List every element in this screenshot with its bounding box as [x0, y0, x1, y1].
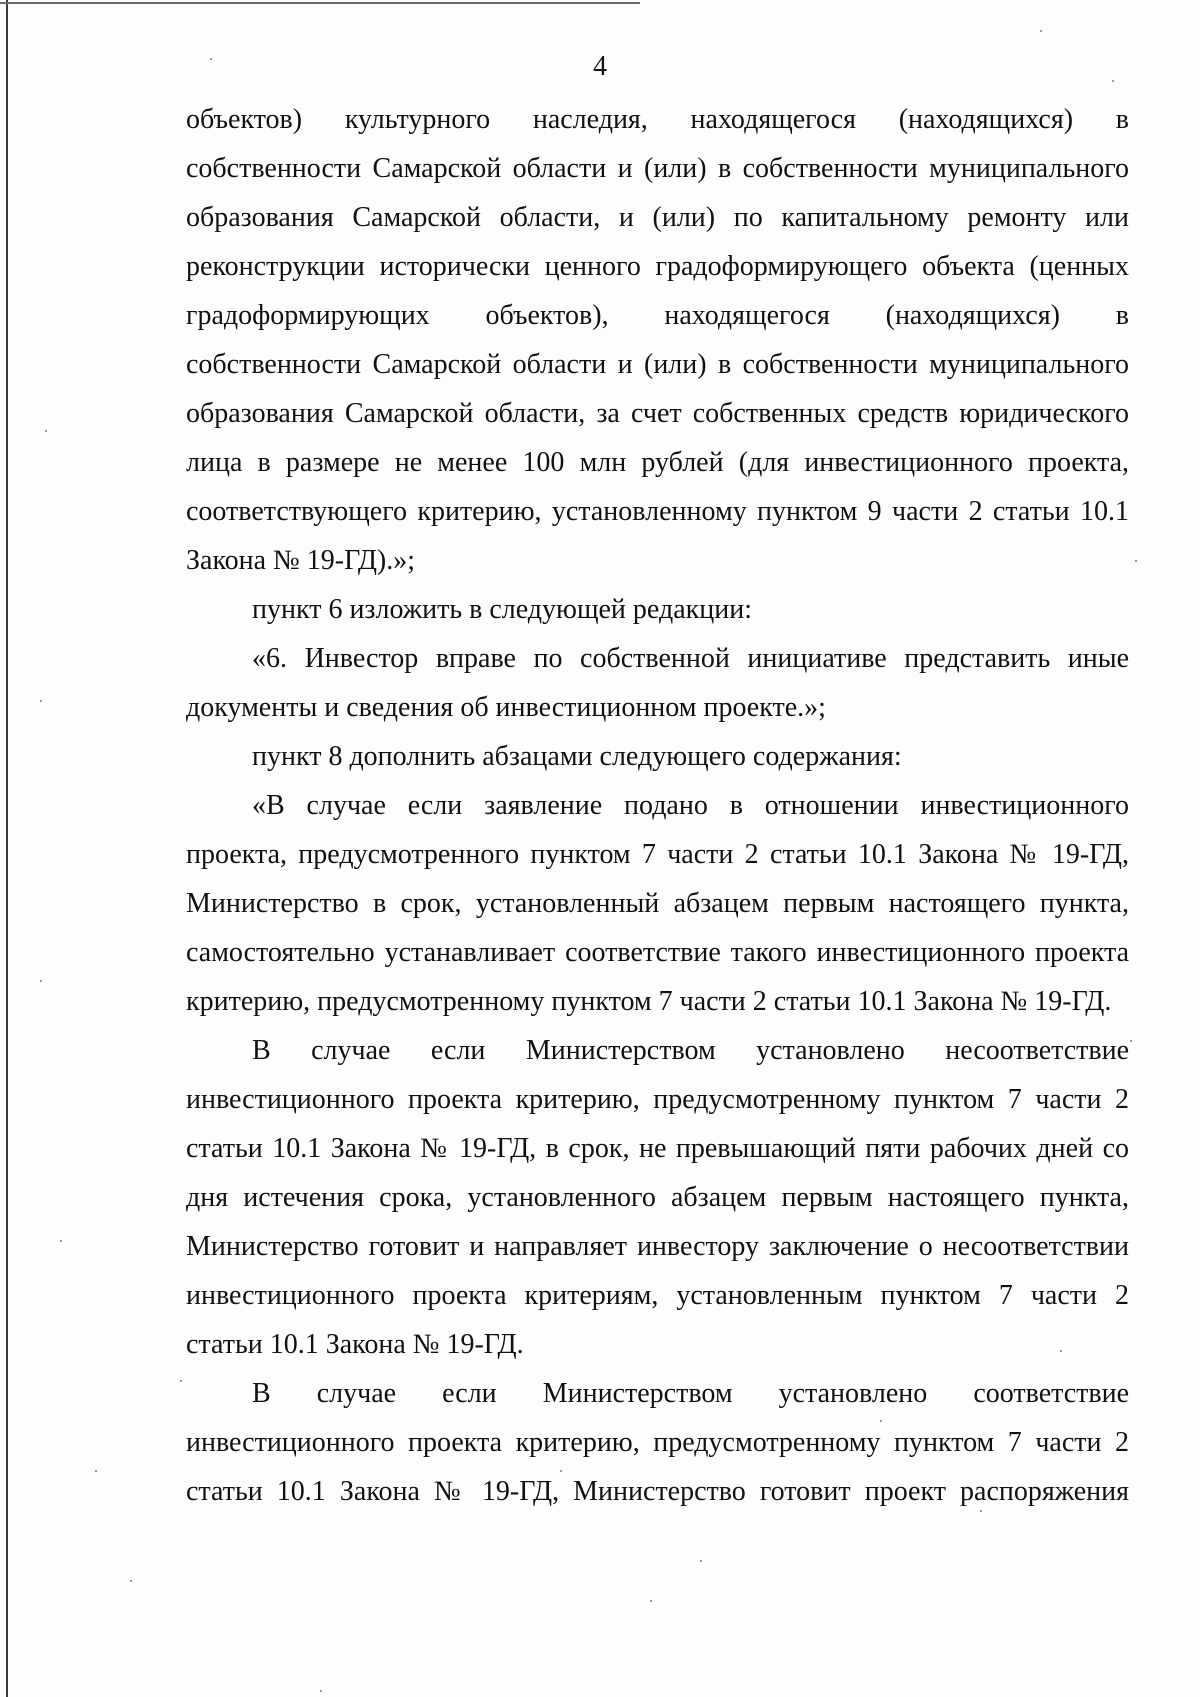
text-line: документы и сведения об инвестиционном проекте.»; [186, 692, 826, 723]
text-line: образования Самарской области, и (или) по капитальному ремонту или [186, 202, 1129, 233]
text-line: собственности Самарской области и (или) в собственности муниципального [186, 153, 1129, 184]
text-line: статьи 10.1 Закона № 19-ГД, в срок, не превышающий пяти рабочих дней со [186, 1133, 1129, 1164]
scan-speck [95, 1470, 97, 1472]
scan-top-edge [0, 2, 640, 4]
text-line: «6. Инвестор вправе по собственной инициативе представить иные [252, 643, 1129, 674]
document-body [186, 95, 1129, 1516]
text-line: дня истечения срока, установленного абзацем первым настоящего пункта, [186, 1182, 1129, 1213]
text-line: В случае если Министерством установлено соответствие [252, 1378, 1129, 1409]
scan-left-edge [6, 0, 8, 1697]
scan-speck [700, 1560, 702, 1562]
scan-speck [210, 58, 212, 60]
text-line: градоформирующих объектов), находящегося (находящихся) в [186, 300, 1129, 331]
text-line: объектов) культурного наследия, находящегося (находящихся) в [186, 104, 1129, 135]
scan-speck [60, 1240, 62, 1242]
scan-speck [1040, 30, 1042, 32]
paragraph [186, 1369, 1129, 1516]
scan-speck [1130, 1040, 1132, 1042]
scan-speck [560, 1470, 562, 1472]
text-line: «В случае если заявление подано в отношении инвестиционного [252, 790, 1129, 821]
text-line: статьи 10.1 Закона № 19-ГД, Министерство готовит проект распоряжения [186, 1476, 1129, 1507]
text-line: самостоятельно устанавливает соответствие такого инвестиционного проекта [186, 937, 1129, 968]
text-line: собственности Самарской области и (или) в собственности муниципального [186, 349, 1129, 380]
scan-speck [1060, 1350, 1062, 1352]
text-line: инвестиционного проекта критерию, предусмотренному пунктом 7 части 2 [186, 1084, 1129, 1115]
text-line: образования Самарской области, за счет собственных средств юридического [186, 398, 1129, 429]
scan-speck [40, 980, 42, 982]
paragraph [186, 585, 1129, 634]
scan-speck [650, 1600, 652, 1602]
scan-speck [980, 1510, 982, 1512]
paragraph [186, 732, 1129, 781]
scan-speck [180, 1380, 182, 1382]
text-line: В случае если Министерством установлено несоответствие [252, 1035, 1129, 1066]
text-line: пункт 8 дополнить абзацами следующего содержания: [252, 741, 902, 772]
scan-speck [1135, 560, 1137, 562]
text-line: соответствующего критерию, установленному пунктом 9 части 2 статьи 10.1 [186, 496, 1129, 527]
scan-speck [1112, 80, 1114, 82]
scan-speck [320, 1690, 322, 1692]
scan-speck [880, 1420, 882, 1422]
scan-speck [130, 1580, 132, 1582]
paragraph [186, 95, 1129, 585]
text-line: инвестиционного проекта критериям, установленным пунктом 7 части 2 [186, 1280, 1129, 1311]
text-line: Министерство в срок, установленный абзацем первым настоящего пункта, [186, 888, 1129, 919]
text-line: критерию, предусмотренному пунктом 7 части 2 статьи 10.1 Закона № 19-ГД. [186, 986, 1112, 1017]
text-line: пункт 6 изложить в следующей редакции: [252, 594, 752, 625]
paragraph [186, 781, 1129, 1026]
page-number: 4 [593, 51, 607, 82]
scan-speck [40, 700, 42, 702]
paragraph [186, 634, 1129, 732]
text-line: реконструкции исторически ценного градоформирующего объекта (ценных [186, 251, 1129, 282]
text-line: проекта, предусмотренного пунктом 7 части 2 статьи 10.1 Закона № 19-ГД, [186, 839, 1129, 870]
text-line: Министерство готовит и направляет инвестору заключение о несоответствии [186, 1231, 1129, 1262]
scan-speck [45, 430, 47, 432]
text-line: инвестиционного проекта критерию, предусмотренному пунктом 7 части 2 [186, 1427, 1129, 1458]
paragraph [186, 1026, 1129, 1369]
text-line: Закона № 19-ГД).»; [186, 545, 416, 576]
text-line: статьи 10.1 Закона № 19-ГД. [186, 1329, 524, 1360]
text-line: лица в размере не менее 100 млн рублей (для инвестиционного проекта, [186, 447, 1129, 478]
